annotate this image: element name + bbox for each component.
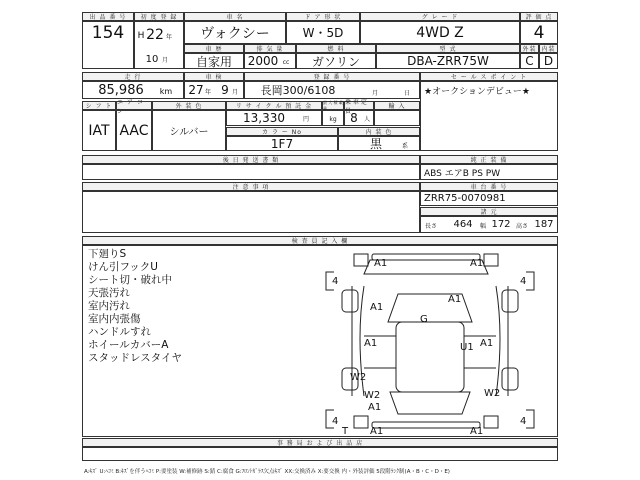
- lot-no-value: 154: [91, 23, 125, 43]
- inspector-note: 下廻りS: [88, 248, 127, 260]
- import-label: 輸 入: [374, 101, 420, 110]
- inspector-note: 室内汚れ: [88, 300, 130, 312]
- bracket-right-front: [526, 272, 534, 290]
- reg-era: H: [137, 31, 145, 41]
- reg-month: 10: [145, 53, 159, 65]
- insp-month-unit: 月: [231, 88, 238, 96]
- int-score-label: 内装: [539, 44, 558, 53]
- reg-month-unit: 月: [161, 56, 168, 64]
- damage-mark-t: T: [342, 426, 349, 436]
- damage-mark-4: 4: [520, 416, 527, 427]
- model-code-value: DBA-ZRR75W: [407, 54, 489, 68]
- fuel-value: ガソリン: [311, 54, 360, 69]
- inspector-label: 検 査 員 記 入 欄: [82, 236, 558, 245]
- reg-day-label: 日: [403, 89, 410, 97]
- seats-unit: 人: [363, 115, 370, 123]
- reg-no-value: 長岡300/6108: [260, 84, 336, 97]
- dim-width-value: 172: [491, 219, 511, 230]
- aircon-label: エ ア コ ン: [116, 101, 152, 110]
- insp-year-unit: 年: [204, 88, 211, 96]
- ext-score-value: C: [525, 54, 534, 68]
- usage-value: 自家用: [195, 54, 232, 69]
- insp-year: 27: [188, 83, 204, 97]
- insp-month: 9: [221, 83, 229, 97]
- recycle-unit: 円: [302, 115, 309, 123]
- damage-mark-a1: A1: [470, 258, 484, 269]
- damage-mark-w2: W2: [364, 390, 381, 401]
- damage-mark-g: G: [420, 314, 428, 325]
- recycle-value: 13,330: [243, 111, 285, 125]
- later-docs-cell: [82, 164, 420, 180]
- recycle-label: リ サ イ ク ル 預 託 金: [226, 101, 322, 110]
- inspection-label: 車 検: [184, 72, 244, 81]
- reg-month-label: 月: [371, 89, 378, 97]
- dim-length-value: 464: [453, 219, 473, 230]
- rear-window-outline: [390, 392, 470, 414]
- shift-label: シ フ ト: [82, 101, 116, 110]
- rear-bumper: [372, 422, 480, 428]
- model-year-label: 車 歴: [184, 44, 244, 53]
- mileage-value: 85,986: [98, 82, 144, 98]
- notes-label: 注 意 事 項: [82, 182, 420, 191]
- damage-mark-a1: A1: [470, 426, 484, 436]
- first-reg-label: 初 度 登 録: [134, 12, 184, 21]
- int-score-value: D: [543, 54, 554, 68]
- import-cell: [374, 110, 420, 126]
- ext-color-value: シルバー: [169, 127, 209, 138]
- damage-mark-u1: U1: [460, 342, 474, 353]
- headlight-right: [484, 254, 498, 266]
- inspector-note: けん引フックU: [88, 261, 158, 273]
- aircon-value: AAC: [119, 122, 149, 139]
- seats-value: 8: [350, 111, 358, 125]
- damage-mark-4: 4: [332, 416, 339, 427]
- inspector-note: シート切・破れ中: [88, 274, 172, 286]
- chassis-no-label: 車 台 番 号: [420, 182, 558, 191]
- color-no-label: カ ラ ー No: [226, 127, 338, 136]
- sales-point-label: セ ー ル ス ポ イ ン ト: [420, 72, 558, 81]
- car-name-value: ヴォクシー: [200, 25, 270, 42]
- wheel-front-right: [502, 290, 518, 312]
- car-damage-diagram: [312, 246, 548, 436]
- chassis-no-value: ZRR75-0070981: [424, 193, 506, 204]
- score-value: 4: [533, 22, 545, 43]
- capacity-unit: kg: [329, 115, 337, 123]
- door-shape-label: ド ア 形 状: [286, 12, 360, 21]
- damage-mark-a1: A1: [370, 302, 384, 313]
- displacement-label: 排 気 量: [244, 44, 296, 53]
- inspector-note: ハンドルすれ: [88, 326, 151, 338]
- mileage-label: 走 行: [82, 72, 184, 81]
- sales-point-value: ★オークションデビュー★: [424, 86, 530, 97]
- tail-light-right: [484, 416, 498, 428]
- inspector-note: ホイールカバーA: [88, 339, 169, 351]
- damage-mark-a1: A1: [370, 426, 384, 436]
- damage-legend: A:ｷｽﾞ U:ﾍｺﾐ B:ｷｽﾞを伴うﾍｺﾐ P:要塗装 W:補修跡 S:錆 C:腐食 G:ﾌﾛﾝﾄｶﾞﾗｽ欠点ｷｽﾞ XX:交換済み X:要交換 内・外装評価 5段階ﾗﾝｸ制(A・B・C・D・E): [84, 469, 450, 475]
- door-shape-value: W・5D: [302, 26, 344, 40]
- handover-cell: [82, 447, 558, 461]
- int-color-unit: 系: [401, 142, 408, 150]
- damage-mark-4: 4: [520, 276, 527, 287]
- wheel-rear-right: [502, 368, 518, 390]
- damage-mark-a1: A1: [448, 294, 462, 305]
- dimensions-label: 諸 元: [420, 207, 558, 216]
- fuel-label: 燃 料: [296, 44, 376, 53]
- seats-label: 乗 車 定 員: [344, 101, 374, 110]
- headlight-left: [354, 254, 368, 266]
- int-color-label: 内 装 色: [338, 127, 420, 136]
- inspector-note: 天張汚れ: [88, 287, 130, 299]
- ext-color-label: 外 装 色: [152, 101, 226, 110]
- front-bumper: [372, 254, 480, 260]
- damage-mark-a1: A1: [368, 402, 382, 413]
- damage-mark-w2: W2: [484, 388, 501, 399]
- inspector-note: スタッドレスタイヤ: [88, 352, 182, 364]
- damage-mark-a1: A1: [364, 338, 378, 349]
- later-docs-label: 後 日 発 送 書 類: [82, 155, 420, 164]
- damage-mark-w2: W2: [350, 372, 367, 383]
- reg-year: 22: [146, 27, 164, 43]
- dim-length-label: 長さ: [424, 222, 437, 230]
- wheel-front-left: [342, 290, 358, 312]
- model-code-label: 型 式: [376, 44, 520, 53]
- handover-label: 事 務 局 お よ び 出 品 店: [82, 438, 558, 447]
- shift-value: IAT: [88, 122, 110, 139]
- dim-height-value: 187: [534, 219, 554, 230]
- score-label: 評 価 点: [520, 12, 558, 21]
- mileage-unit: km: [159, 86, 173, 96]
- grade-value: 4WD Z: [416, 24, 464, 41]
- equipment-value: ABS エアB PS PW: [424, 168, 501, 179]
- int-color-value: 黒: [369, 137, 382, 151]
- ext-score-label: 外装: [520, 44, 539, 53]
- displacement-unit: cc: [282, 58, 290, 66]
- bracket-right-rear: [526, 410, 534, 428]
- reg-no-label: 登 録 番 号: [244, 72, 420, 81]
- tail-light-left: [354, 416, 368, 428]
- equipment-label: 純 正 装 備: [420, 155, 558, 164]
- inspector-note: 室内内張傷: [88, 313, 141, 325]
- damage-mark-a1: A1: [374, 258, 388, 269]
- capacity-label: 最 大 積 載 量: [323, 99, 343, 111]
- displacement-value: 2000: [247, 54, 279, 68]
- notes-cell: [82, 191, 420, 233]
- damage-mark-a1: A1: [480, 338, 494, 349]
- dim-height-label: 高さ: [515, 222, 528, 230]
- color-no-value: 1F7: [270, 136, 294, 151]
- grade-label: グ レ ー ド: [360, 12, 520, 21]
- dim-width-label: 幅: [479, 222, 486, 230]
- roof-outline: [396, 322, 464, 392]
- reg-year-unit: 年: [165, 33, 172, 41]
- car-name-label: 車 名: [184, 12, 286, 21]
- lot-no-label: 出 品 番 号: [82, 12, 134, 21]
- damage-mark-4: 4: [332, 276, 339, 287]
